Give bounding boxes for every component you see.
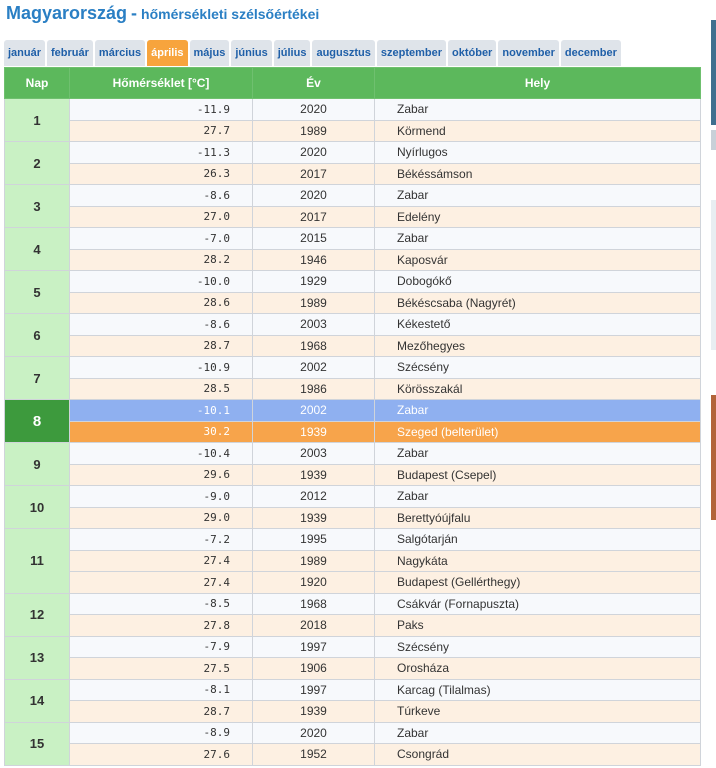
table-row — [5, 163, 701, 185]
temperature-cell: -8.5 — [70, 593, 253, 615]
year-cell: 1939 — [253, 701, 375, 723]
tab-6[interactable]: június — [231, 40, 271, 66]
place-cell: Kaposvár — [375, 249, 701, 271]
temperature-cell: 27.4 — [70, 550, 253, 572]
tab-1[interactable]: január — [4, 40, 45, 66]
year-cell: 1920 — [253, 572, 375, 594]
temperature-cell: -11.9 — [70, 99, 253, 121]
column-header-temperature: Hőmérséklet [°C] — [70, 68, 253, 99]
temperature-cell: 27.7 — [70, 120, 253, 142]
temperature-cell: -11.3 — [70, 142, 253, 164]
table-row — [5, 99, 701, 121]
place-cell: Körösszakál — [375, 378, 701, 400]
day-cell: 9 — [5, 443, 70, 486]
place-cell: Salgótarján — [375, 529, 701, 551]
day-cell: 8 — [5, 400, 70, 443]
temperature-extremes-table — [4, 67, 701, 766]
place-cell: Zabar — [375, 400, 701, 422]
temperature-cell: 28.6 — [70, 292, 253, 314]
temperature-cell: -10.4 — [70, 443, 253, 465]
year-cell: 1952 — [253, 744, 375, 766]
temperature-cell: -8.6 — [70, 185, 253, 207]
temperature-cell: -8.1 — [70, 679, 253, 701]
place-cell: Békéscsaba (Nagyrét) — [375, 292, 701, 314]
tab-3[interactable]: március — [95, 40, 145, 66]
year-cell: 1986 — [253, 378, 375, 400]
tab-11[interactable]: november — [498, 40, 559, 66]
year-cell: 2020 — [253, 722, 375, 744]
year-cell: 1995 — [253, 529, 375, 551]
temperature-cell: -10.0 — [70, 271, 253, 293]
table-row — [5, 722, 701, 744]
day-cell: 4 — [5, 228, 70, 271]
table-row — [5, 615, 701, 637]
year-cell: 2002 — [253, 357, 375, 379]
tab-9[interactable]: szeptember — [377, 40, 446, 66]
year-cell: 2003 — [253, 314, 375, 336]
temperature-cell: 28.5 — [70, 378, 253, 400]
table-row — [5, 357, 701, 379]
temperature-cell: 29.6 — [70, 464, 253, 486]
temperature-cell: 28.2 — [70, 249, 253, 271]
year-cell: 2020 — [253, 185, 375, 207]
day-cell: 6 — [5, 314, 70, 357]
day-cell: 14 — [5, 679, 70, 722]
table-body — [5, 99, 701, 766]
temperature-cell: -7.2 — [70, 529, 253, 551]
tab-2[interactable]: február — [47, 40, 93, 66]
temperature-cell: 27.5 — [70, 658, 253, 680]
place-cell: Edelény — [375, 206, 701, 228]
page-subtitle: hőmérsékleti szélsőértékei — [141, 6, 320, 22]
year-cell: 1989 — [253, 550, 375, 572]
place-cell: Zabar — [375, 486, 701, 508]
table-row — [5, 142, 701, 164]
place-cell: Nyírlugos — [375, 142, 701, 164]
year-cell: 2002 — [253, 400, 375, 422]
tab-12[interactable]: december — [561, 40, 621, 66]
place-cell: Zabar — [375, 185, 701, 207]
table-row — [5, 507, 701, 529]
table-row — [5, 421, 701, 443]
tab-5[interactable]: május — [190, 40, 230, 66]
place-cell: Dobogókő — [375, 271, 701, 293]
table-row — [5, 529, 701, 551]
year-cell: 1946 — [253, 249, 375, 271]
temperature-cell: 27.0 — [70, 206, 253, 228]
tab-4[interactable]: április — [147, 40, 187, 66]
table-row — [5, 292, 701, 314]
year-cell: 1929 — [253, 271, 375, 293]
day-cell: 12 — [5, 593, 70, 636]
year-cell: 1906 — [253, 658, 375, 680]
temperature-cell: 28.7 — [70, 335, 253, 357]
right-sidebar-edge — [711, 0, 716, 768]
day-cell: 11 — [5, 529, 70, 594]
day-cell: 10 — [5, 486, 70, 529]
table-row — [5, 314, 701, 336]
table-row — [5, 228, 701, 250]
place-cell: Orosháza — [375, 658, 701, 680]
table-row — [5, 486, 701, 508]
table-row — [5, 443, 701, 465]
tab-10[interactable]: október — [448, 40, 496, 66]
month-tabs — [4, 40, 623, 66]
temperature-cell: -10.1 — [70, 400, 253, 422]
year-cell: 2017 — [253, 206, 375, 228]
year-cell: 2020 — [253, 99, 375, 121]
temperature-cell: 29.0 — [70, 507, 253, 529]
place-cell: Zabar — [375, 722, 701, 744]
place-cell: Körmend — [375, 120, 701, 142]
year-cell: 1968 — [253, 335, 375, 357]
column-header-place: Hely — [375, 68, 701, 99]
temperature-cell: 26.3 — [70, 163, 253, 185]
table-row — [5, 550, 701, 572]
year-cell: 1989 — [253, 120, 375, 142]
table-row — [5, 701, 701, 723]
year-cell: 2017 — [253, 163, 375, 185]
title-separator: - — [131, 3, 138, 23]
page-title — [6, 3, 319, 24]
year-cell: 1939 — [253, 464, 375, 486]
place-cell: Zabar — [375, 443, 701, 465]
table-header-row — [5, 68, 701, 99]
place-cell: Budapest (Csepel) — [375, 464, 701, 486]
table-row — [5, 120, 701, 142]
day-cell: 13 — [5, 636, 70, 679]
year-cell: 1997 — [253, 636, 375, 658]
year-cell: 1997 — [253, 679, 375, 701]
temperature-cell: -7.9 — [70, 636, 253, 658]
place-cell: Csongrád — [375, 744, 701, 766]
day-cell: 7 — [5, 357, 70, 400]
temperature-cell: -7.0 — [70, 228, 253, 250]
table-row — [5, 335, 701, 357]
year-cell: 1989 — [253, 292, 375, 314]
column-header-year: Év — [253, 68, 375, 99]
table-row — [5, 464, 701, 486]
year-cell: 2003 — [253, 443, 375, 465]
temperature-cell: -8.6 — [70, 314, 253, 336]
day-cell: 1 — [5, 99, 70, 142]
year-cell: 2018 — [253, 615, 375, 637]
place-cell: Zabar — [375, 228, 701, 250]
table-row — [5, 744, 701, 766]
temperature-cell: -8.9 — [70, 722, 253, 744]
year-cell: 1939 — [253, 507, 375, 529]
year-cell: 1939 — [253, 421, 375, 443]
day-cell: 15 — [5, 722, 70, 765]
place-cell: Békéssámson — [375, 163, 701, 185]
year-cell: 2015 — [253, 228, 375, 250]
country-title: Magyarország — [6, 3, 128, 23]
temperature-cell: 27.4 — [70, 572, 253, 594]
table-row — [5, 206, 701, 228]
temperature-cell: 27.6 — [70, 744, 253, 766]
table-row — [5, 593, 701, 615]
table-row — [5, 249, 701, 271]
place-cell: Túrkeve — [375, 701, 701, 723]
place-cell: Zabar — [375, 99, 701, 121]
temperature-cell: 30.2 — [70, 421, 253, 443]
day-cell: 2 — [5, 142, 70, 185]
temperature-cell: -10.9 — [70, 357, 253, 379]
table-row — [5, 185, 701, 207]
place-cell: Csákvár (Fornapuszta) — [375, 593, 701, 615]
table-row — [5, 572, 701, 594]
year-cell: 1968 — [253, 593, 375, 615]
table-row — [5, 378, 701, 400]
place-cell: Szécsény — [375, 357, 701, 379]
place-cell: Budapest (Gellérthegy) — [375, 572, 701, 594]
temperature-cell: 28.7 — [70, 701, 253, 723]
table-row — [5, 400, 701, 422]
column-header-day: Nap — [5, 68, 70, 99]
table-row — [5, 271, 701, 293]
place-cell: Kékestető — [375, 314, 701, 336]
tab-8[interactable]: augusztus — [312, 40, 374, 66]
place-cell: Nagykáta — [375, 550, 701, 572]
place-cell: Szeged (belterület) — [375, 421, 701, 443]
temperature-cell: 27.8 — [70, 615, 253, 637]
table-row — [5, 636, 701, 658]
tab-7[interactable]: július — [274, 40, 311, 66]
place-cell: Karcag (Tilalmas) — [375, 679, 701, 701]
place-cell: Paks — [375, 615, 701, 637]
day-cell: 5 — [5, 271, 70, 314]
place-cell: Mezőhegyes — [375, 335, 701, 357]
year-cell: 2012 — [253, 486, 375, 508]
table-row — [5, 658, 701, 680]
table-row — [5, 679, 701, 701]
year-cell: 2020 — [253, 142, 375, 164]
place-cell: Szécsény — [375, 636, 701, 658]
day-cell: 3 — [5, 185, 70, 228]
temperature-cell: -9.0 — [70, 486, 253, 508]
place-cell: Berettyóújfalu — [375, 507, 701, 529]
